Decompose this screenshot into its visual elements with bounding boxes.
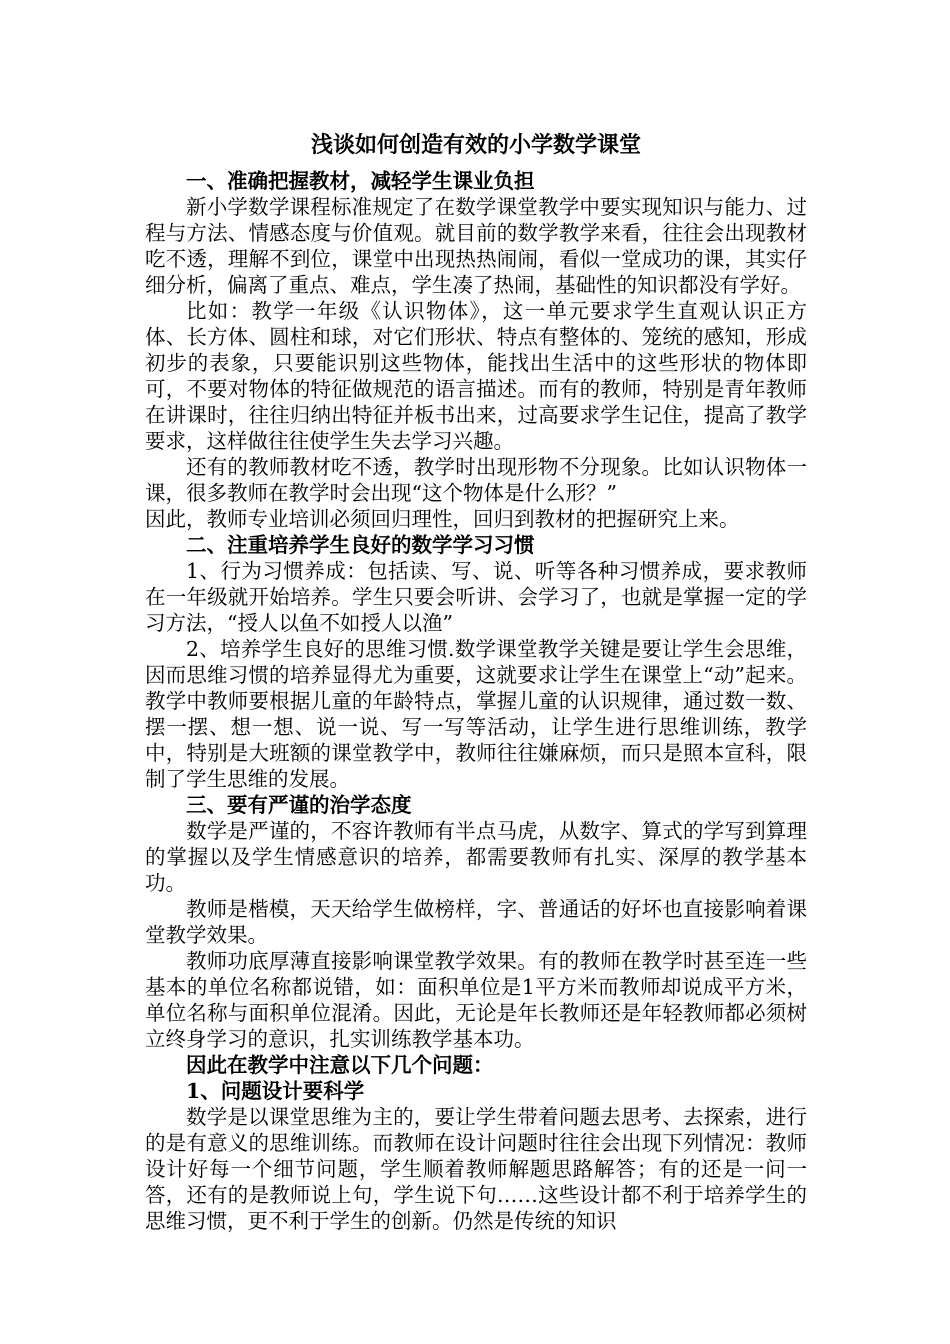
paragraph: 还有的教师教材吃不透，教学时出现形物不分现象。比如认识物体一课，很多教师在教学时会出现“这个物体是什么形？” <box>145 455 807 505</box>
paragraph: 1、行为习惯养成：包括读、写、说、听等各种习惯养成，要求教师在一年级就开始培养。学生只要会听讲、会学习了，也就是掌握一定的学习方法，“授人以鱼不如授人以渔” <box>145 559 807 635</box>
document-title: 浅谈如何创造有效的小学数学课堂 <box>310 132 641 158</box>
section-heading-4: 因此在教学中注意以下几个问题： <box>186 1053 494 1077</box>
paragraph: 新小学数学课程标准规定了在数学课堂教学中要实现知识与能力、过程与方法、情感态度与价值观。就目前的数学教学来看，往往会出现教材吃不透，理解不到位，课堂中出现热热闹闹，看似一堂成功的课，其实仔细分析，偏离了重点、难点，学生凑了热闹，基础性的知识都没有学好。 <box>145 195 807 297</box>
paragraph: 因此，教师专业培训必须回归理性，回归到教材的把握研究上来。 <box>145 507 740 531</box>
document-page <box>145 128 807 1234</box>
paragraph: 教师是楷模，天天给学生做榜样，字、普通话的好坏也直接影响着课堂教学效果。 <box>145 897 807 947</box>
paragraph: 教师功底厚薄直接影响课堂教学效果。有的教师在教学时甚至连一些基本的单位名称都说错，如：面积单位是1平方米而教师却说成平方米，单位名称与面积单位混淆。因此，无论是年长教师还是年轻教师都必须树立终身学习的意识，扎实训练教学基本功。 <box>145 949 807 1051</box>
subsection-heading: 1、问题设计要科学 <box>186 1079 365 1103</box>
paragraph: 数学是严谨的，不容许教师有半点马虎，从数字、算式的学写到算理的掌握以及学生情感意识的培养，都需要教师有扎实、深厚的教学基本功。 <box>145 819 807 895</box>
paragraph: 2、培养学生良好的思维习惯.数学课堂教学关键是要让学生会思维，因而思维习惯的培养显得尤为重要，这就要求让学生在课堂上“动”起来。教学中教师要根据儿童的年龄特点，掌握儿童的认识规律，通过数一数、摆一摆、想一想、说一说、写一写等活动，让学生进行思维训练，教学中，特别是大班额的课堂教学中，教师往往嫌麻烦，而只是照本宣科，限制了学生思维的发展。 <box>145 637 807 791</box>
paragraph: 比如：教学一年级《认识物体》，这一单元要求学生直观认识正方体、长方体、圆柱和球，对它们形状、特点有整体的、笼统的感知，形成初步的表象，只要能识别这些物体，能找出生活中的这些形状的物体即可，不要对物体的特征做规范的语言描述。而有的教师，特别是青年教师在讲课时，往往归纳出特征并板书出来，过高要求学生记住，提高了教学要求，这样做往往使学生失去学习兴趣。 <box>145 299 807 453</box>
section-heading-2: 二、注重培养学生良好的数学学习习惯 <box>186 533 535 557</box>
section-heading-1: 一、准确把握教材，减轻学生课业负担 <box>186 169 535 193</box>
section-heading-3: 三、要有严谨的治学态度 <box>186 793 412 817</box>
paragraph: 数学是以课堂思维为主的，要让学生带着问题去思考、去探索，进行的是有意义的思维训练。而教师在设计问题时往往会出现下列情况：教师设计好每一个细节问题，学生顺着教师解题思路解答；有的还是一问一答，还有的是教师说上句，学生说下句……这些设计都不利于培养学生的思维习惯，更不利于学生的创新。仍然是传统的知识 <box>145 1105 807 1233</box>
